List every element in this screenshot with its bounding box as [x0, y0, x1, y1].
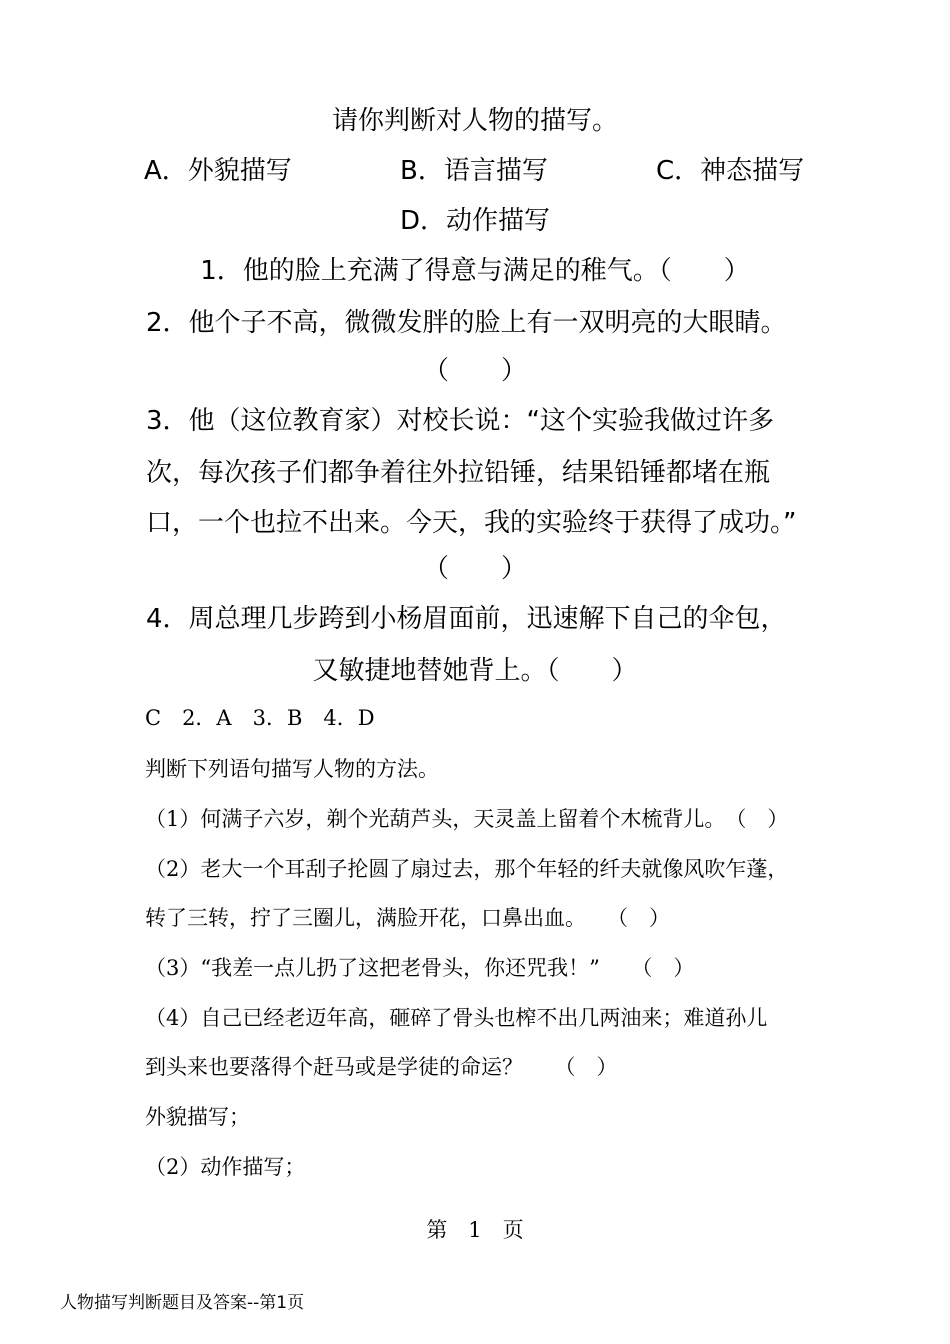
sentence-4-line-1: （4）自己已经老迈年高，砸碎了骨头也榨不出几两油来；难道孙儿: [145, 1006, 768, 1030]
section-title: 请你判断对人物的描写。: [331, 106, 618, 136]
option-d: D．动作描写: [399, 206, 551, 236]
sentence-4-line-2: 到头来也要落得个赶马或是学徒的命运？ （ ）: [145, 1055, 618, 1079]
option-c: C．神态描写: [656, 156, 805, 186]
page-number: 第 1 页: [426, 1218, 524, 1242]
sentence-2-line-1: （2）老大一个耳刮子抡圆了扇过去，那个年轻的纤夫就像风吹乍蓬，: [145, 857, 789, 881]
question-2-line-1: 2．他个子不高，微微发胖的脸上有一双明亮的大眼睛。: [146, 308, 787, 338]
question-3-line-1: 3．他（这位教育家）对校长说：“这个实验我做过许多: [146, 406, 775, 436]
answer-key-1: C 2．A 3．B 4．D: [145, 706, 375, 730]
footer-text: 人物描写判断题目及答案--第1页: [60, 1293, 305, 1313]
section-2-title: 判断下列语句描写人物的方法。: [145, 757, 439, 781]
question-4-line-1: 4．周总理几步跨到小杨眉面前，迅速解下自己的伞包，: [146, 604, 787, 634]
sentence-2-line-2: 转了三转，拧了三圈儿，满脸开花，口鼻出血。 （ ）: [145, 906, 670, 930]
question-3-line-3: 口，一个也拉不出来。今天，我的实验终于获得了成功。”: [146, 508, 797, 538]
answer-1: 外貌描写；: [145, 1105, 250, 1129]
sentence-3: （3）“我差一点儿扔了这把老骨头，你还咒我！” （ ）: [145, 956, 695, 980]
answer-2: （2）动作描写；: [145, 1155, 306, 1179]
question-1: 1．他的脸上充满了得意与满足的稚气。（ ）: [200, 256, 750, 286]
option-b: B．语言描写: [400, 156, 548, 186]
option-a: A．外貌描写: [144, 156, 292, 186]
question-2-blank: （ ）: [422, 356, 527, 386]
question-3-line-2: 次，每次孩子们都争着往外拉铅锤，结果铅锤都堵在瓶: [146, 458, 771, 488]
sentence-1: （1）何满子六岁，剃个光葫芦头，天灵盖上留着个木梳背儿。 （ ）: [145, 807, 789, 831]
question-4-line-2: 又敏捷地替她背上。（ ）: [312, 656, 638, 686]
question-3-blank: （ ）: [422, 554, 527, 584]
